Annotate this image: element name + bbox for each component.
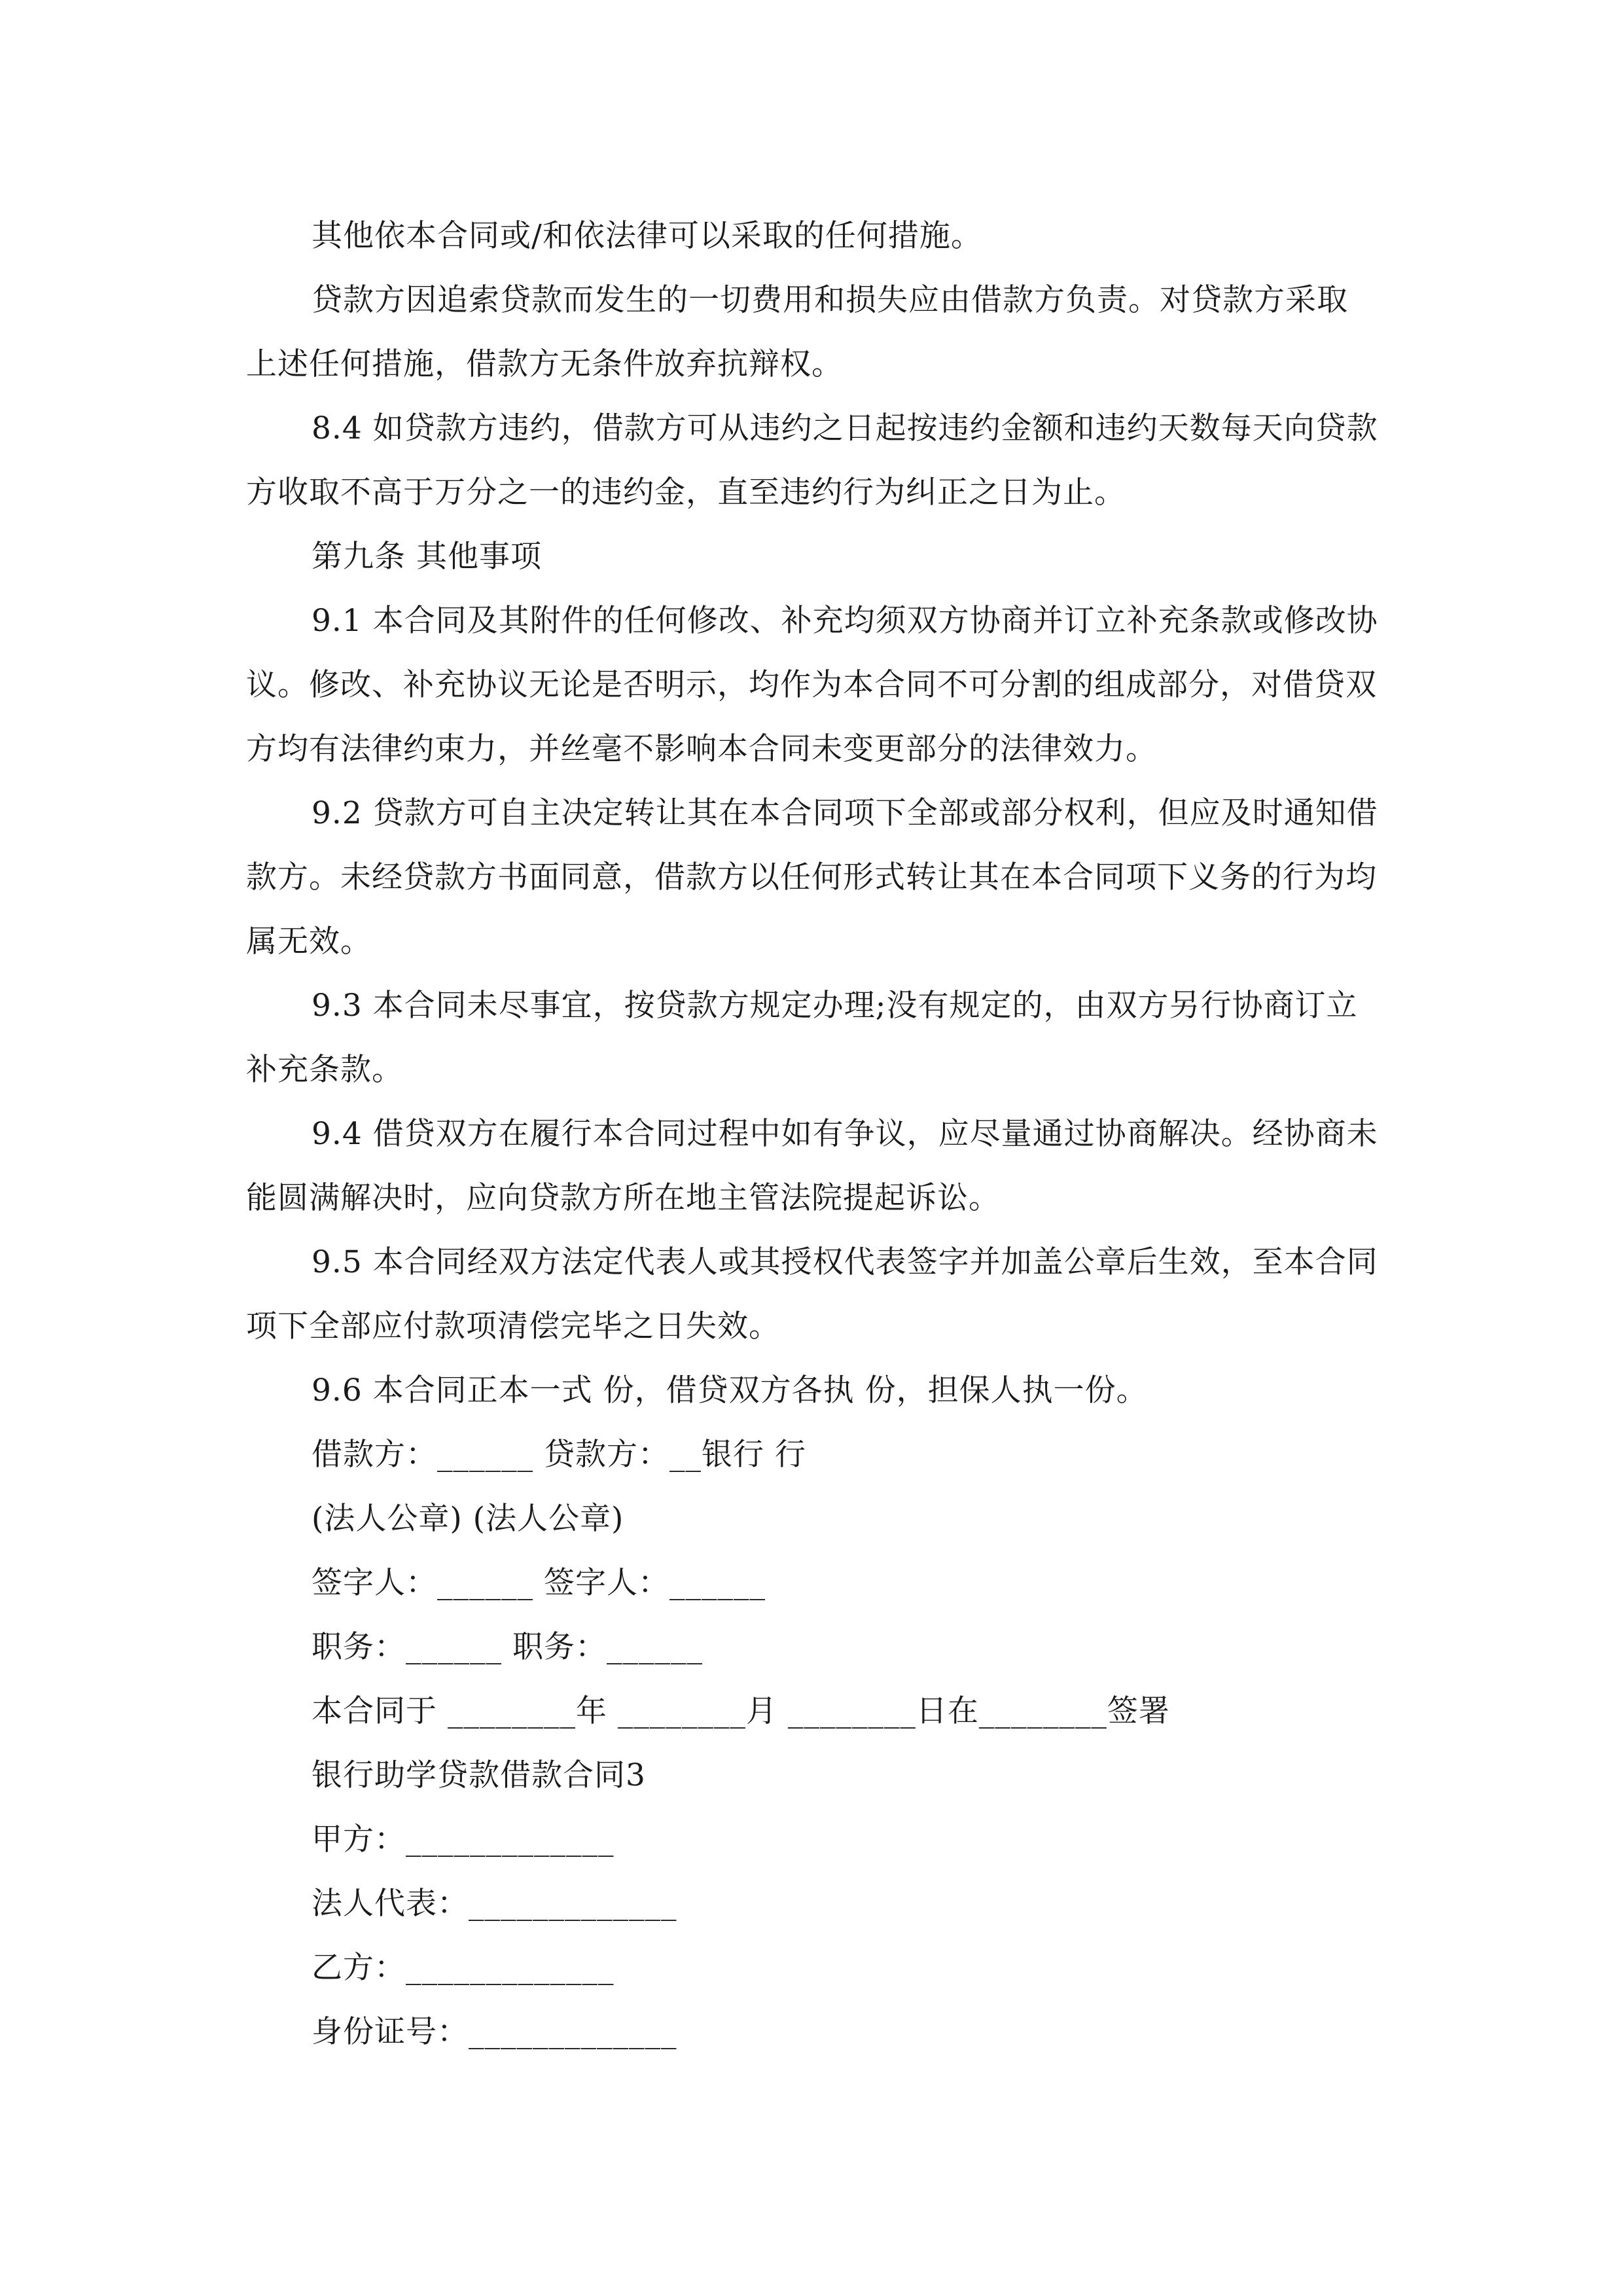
party-b-line: 乙方：_____________ [312, 1950, 615, 1986]
paragraph-9-6: 9.6 本合同正本一式 份，借贷双方各执 份，担保人执一份。 [312, 1372, 1148, 1408]
id-number-line: 身份证号：_____________ [312, 2014, 677, 2050]
paragraph-9-3: 9.3 本合同未尽事宜，按贷款方规定办理;没有规定的，由双方另行协商订立补充条款。 [246, 988, 1358, 1088]
seal-line: (法人公章) (法人公章) [312, 1501, 624, 1537]
paragraph-recovery-costs: 贷款方因追索贷款而发生的一切费用和损失应由借款方负责。对贷款方采取上述任何措施，借款方无条件放弃抗辩权。 [246, 282, 1348, 382]
contract-3-title: 银行助学贷款借款合同3 [312, 1757, 646, 1793]
signatory-line: 签字人：______ 签字人：______ [312, 1565, 766, 1601]
paragraph-9-5: 9.5 本合同经双方法定代表人或其授权代表签字并加盖公章后生效，至本合同项下全部应付款项清偿完毕之日失效。 [246, 1244, 1378, 1344]
paragraph-9-4: 9.4 借贷双方在履行本合同过程中如有争议，应尽量通过协商解决。经协商未能圆满解决时，应向贷款方所在地主管法院提起诉讼。 [246, 1116, 1378, 1216]
document-body [246, 204, 1378, 2064]
paragraph-8-4: 8.4 如贷款方违约，借款方可从违约之日起按违约金额和违约天数每天向贷款方收取不高于万分之一的违约金，直至违约行为纠正之日为止。 [246, 410, 1378, 511]
party-a-line: 甲方：_____________ [312, 1821, 615, 1857]
signing-date-line: 本合同于 ________年 ________月 ________日在________签署 [312, 1693, 1170, 1729]
signature-parties-line: 借款方：______ 贷款方：__银行 行 [312, 1437, 806, 1473]
legal-representative-line: 法人代表：_____________ [312, 1886, 677, 1922]
article-9-heading: 第九条 其他事项 [312, 539, 542, 575]
paragraph-other-measures: 其他依本合同或/和依法律可以采取的任何措施。 [312, 218, 982, 254]
paragraph-9-1: 9.1 本合同及其附件的任何修改、补充均须双方协商并订立补充条款或修改协议。修改、补充协议无论是否明示，均作为本合同不可分割的组成部分，对借贷双方均有法律约束力，并丝毫不影响本合同未变更部分的法律效力。 [246, 603, 1378, 767]
paragraph-9-2: 9.2 贷款方可自主决定转让其在本合同项下全部或部分权利，但应及时通知借款方。未经贷款方书面同意，借款方以任何形式转让其在本合同项下义务的行为均属无效。 [246, 795, 1378, 960]
position-line: 职务：______ 职务：______ [312, 1629, 703, 1665]
